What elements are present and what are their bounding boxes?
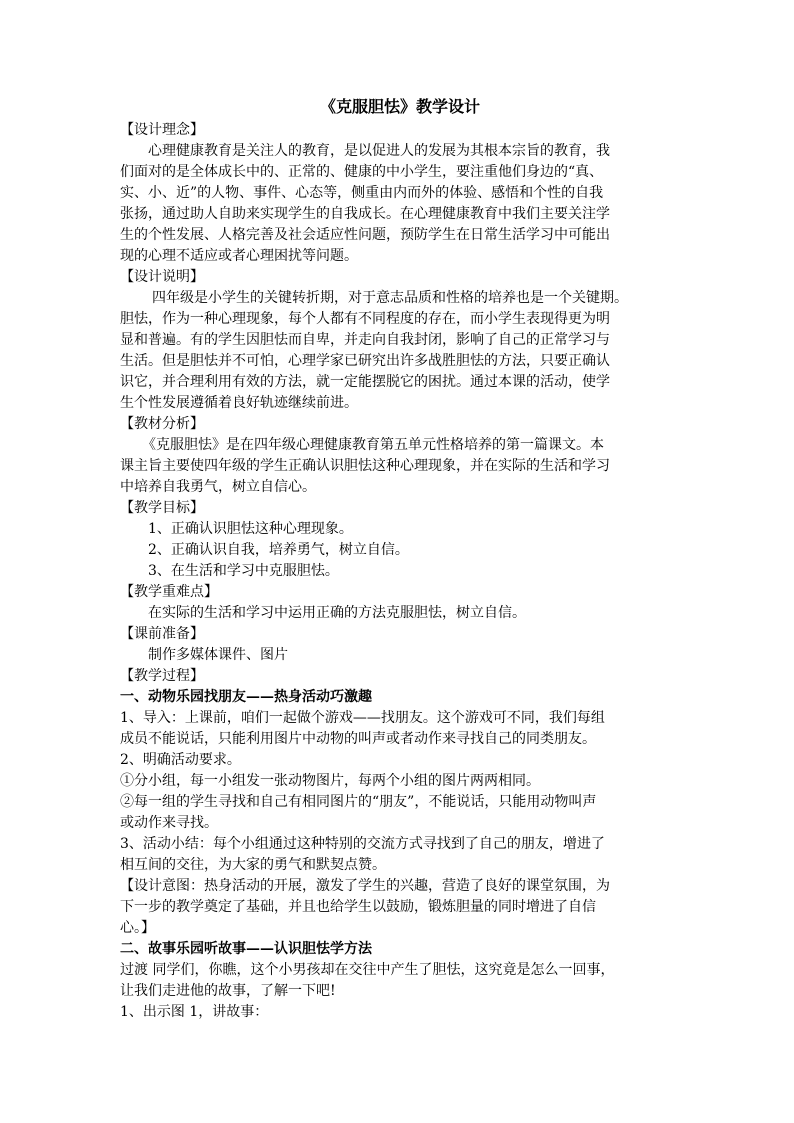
paragraph-line: 们面对的是全体成长中的、正常的、健康的中小学生，要注重他们身边的“真、 [120,164,604,180]
document-page [120,94,680,1023]
paragraph-line: 中培养自我勇气，树立自信心。 [120,479,316,495]
paragraph-line: 生个性发展遵循着良好轨迹继续前进。 [120,395,358,411]
paragraph-line: 《克服胆怯》是在四年级心理健康教育第五单元性格培养的第一篇课文。本 [142,437,604,453]
paragraph-line: 胆怯，作为一种心理现象，每个人都有不同程度的存在，而小学生表现得更为明 [120,311,610,327]
section-heading-preparation: 【课前准备】 [120,626,204,642]
paragraph-line: 在实际的生活和学习中运用正确的方法克服胆怯，树立自信。 [148,605,526,621]
paragraph-line: 成员不能说话，只能利用图片中动物的叫声或者动作来寻找自己的同类朋友。 [120,731,596,747]
paragraph-line: 下一步的教学奠定了基础，并且也给学生以鼓励，锻炼胆量的同时增进了自信 [120,899,596,915]
paragraph-line: 生的个性发展、人格完善及社会适应性问题，预防学生在日常生活学习中可能出 [120,227,610,243]
paragraph-line: 心理健康教育是关注人的教育，是以促进人的发展为其根本宗旨的教育，我 [148,143,610,159]
list-item: 3、在生活和学习中克服胆怯。 [148,563,339,579]
paragraph-line: 课主旨主要使四年级的学生正确认识胆怯这种心理现象，并在实际的生活和学习 [120,458,610,474]
paragraph-line: 张扬，通过助人自助来实现学生的自我成长。在心理健康教育中我们主要关注学 [120,206,610,222]
paragraph-line: 相互间的交往，为大家的勇气和默契点赞。 [120,857,386,873]
paragraph-line: 显和普遍。有的学生因胆怯而自卑，并走向自我封闭，影响了自己的正常学习与 [120,332,610,348]
list-item: 2、正确认识自我，培养勇气，树立自信。 [148,542,409,558]
subsection-heading-1: 一、动物乐园找朋友——热身活动巧激趣 [120,689,372,705]
paragraph-line: 1、导入：上课前，咱们一起做个游戏——找朋友。这个游戏可不同，我们每组 [120,710,605,726]
paragraph-line: 生活。但是胆怯并不可怕，心理学家已研究出许多战胜胆怯的方法，只要正确认 [120,353,610,369]
paragraph-line: 四年级是小学生的关键转折期，对于意志品质和性格的培养也是一个关键期。 [152,290,628,306]
section-heading-key-points: 【教学重难点】 [120,584,218,600]
paragraph-line: 识它，并合理利用有效的方法，就一定能摆脱它的困扰。通过本课的活动，使学 [120,374,610,390]
section-heading-teaching-process: 【教学过程】 [120,668,204,684]
paragraph-line: 或动作来寻找。 [120,815,218,831]
paragraph-line: 心。】 [120,920,155,936]
subsection-heading-2: 二、故事乐园听故事——认识胆怯学方法 [120,941,372,957]
document-title: 《克服胆怯》教学设计 [319,97,480,116]
paragraph-line: ①分小组，每一小组发一张动物图片，每两个小组的图片两两相同。 [120,773,540,789]
section-heading-design-concept: 【设计理念】 [120,122,204,138]
section-heading-textbook-analysis: 【教材分析】 [120,416,204,432]
paragraph-line: 1、出示图 1，讲故事： [120,1004,269,1020]
paragraph-line: 现的心理不适应或者心理困扰等问题。 [120,248,358,264]
paragraph-line: 2、明确活动要求。 [120,752,241,768]
paragraph-line: 制作多媒体课件、图片 [148,647,288,663]
section-heading-teaching-goals: 【教学目标】 [120,500,204,516]
paragraph-line: 【设计意图：热身活动的开展，激发了学生的兴趣，营造了良好的课堂氛围，为 [120,878,610,894]
paragraph-line: 实、小、近”的人物、事件、心态等，侧重由内而外的体验、感悟和个性的自我 [120,185,604,201]
section-heading-design-notes: 【设计说明】 [120,269,204,285]
paragraph-line: 过渡 同学们，你瞧，这个小男孩却在交往中产生了胆怯，这究竟是怎么一回事， [120,962,615,978]
list-item: 1、正确认识胆怯这种心理现象。 [148,521,353,537]
paragraph-line: ②每一组的学生寻找和自己有相同图片的“朋友”，不能说话，只能用动物叫声 [120,794,597,810]
paragraph-line: 3、活动小结：每个小组通过这种特别的交流方式寻找到了自己的朋友，增进了 [120,836,605,852]
paragraph-line: 让我们走进他的故事，了解一下吧! [120,983,336,999]
